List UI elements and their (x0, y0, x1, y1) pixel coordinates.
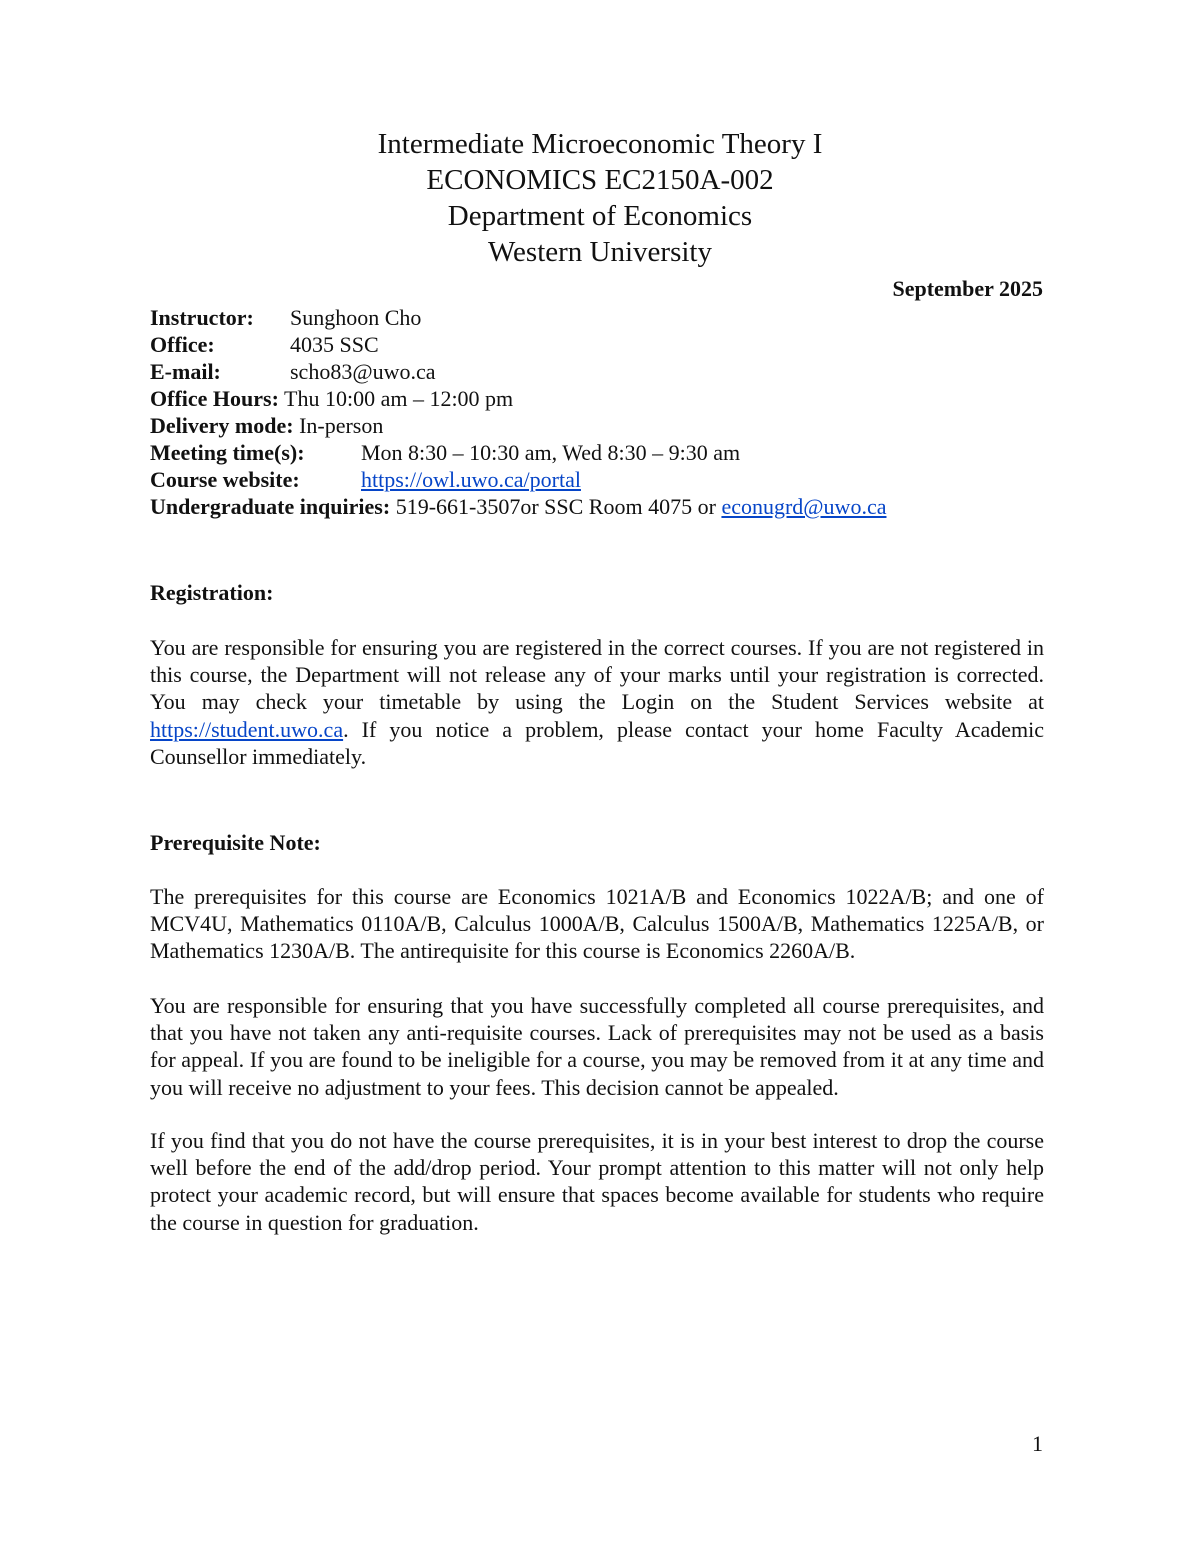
student-services-link[interactable]: https://student.uwo.ca (150, 716, 344, 742)
syllabus-date: September 2025 (892, 276, 1043, 301)
course-code: ECONOMICS EC2150A-002 (426, 164, 774, 196)
instructor-value: Sunghoon Cho (290, 305, 422, 330)
prerequisite-paragraph-3: If you find that you do not have the course prerequisites, it is in your best interest to drop the course well before the end of the add/drop period. Your prompt attention to this matter will not only help protect your academic record, but will ensure that spaces become available for students who require the course in question for graduation. (150, 1128, 1044, 1235)
undergraduate-inquiries-text: 519-661-3507or SSC Room 4075 or (395, 494, 716, 519)
meeting-times-value: Mon 8:30 – 10:30 am, Wed 8:30 – 9:30 am (361, 440, 741, 465)
registration-heading: Registration: (150, 580, 274, 605)
office-value: 4035 SSC (290, 332, 379, 357)
email-label: E-mail: (150, 359, 221, 384)
email-row (150, 358, 436, 385)
department-name: Department of Economics (447, 200, 753, 232)
delivery-mode-label: Delivery mode: (150, 413, 294, 438)
undergraduate-inquiries-label: Undergraduate inquiries: (150, 494, 391, 519)
undergraduate-inquiries-row (150, 493, 886, 520)
delivery-mode-value: In-person (299, 413, 384, 438)
prerequisite-paragraph-1: The prerequisites for this course are Economics 1021A/B and Economics 1022A/B; and one of MCV4U, Mathematics 0110A/B, Calculus 1000A/B, Calculus 1500A/B, Mathematics 1225A/B, or Mathematics 1230A/B. The antirequisite for this course is Economics 2260A/B. (150, 884, 1044, 964)
office-hours-row (150, 385, 513, 412)
meeting-times-row (150, 439, 741, 466)
course-website-link[interactable]: https://owl.uwo.ca/portal (361, 467, 581, 492)
prerequisite-heading: Prerequisite Note: (150, 830, 321, 855)
instructor-label: Instructor: (150, 305, 254, 330)
course-title-block (0, 126, 1200, 270)
course-website-label: Course website: (150, 467, 300, 492)
delivery-mode-row (150, 412, 383, 439)
instructor-row (150, 304, 422, 331)
registration-text-end: . If you notice a problem, please contact your home Faculty Academic Counsellor immediately. (150, 716, 1044, 769)
course-website-row (150, 466, 581, 493)
email-value: scho83@uwo.ca (290, 359, 436, 384)
meeting-times-label: Meeting time(s): (150, 440, 305, 465)
office-label: Office: (150, 332, 215, 357)
registration-text-start: You are responsible for ensuring you are registered in the correct courses. If you are not registered in this course, the Department will not release any of your marks until your registration is corrected. You may check your timetable by using the Login on the Student Services website at (150, 635, 1044, 715)
undergraduate-inquiries-email-link[interactable]: econugrd@uwo.ca (721, 494, 887, 519)
office-hours-label: Office Hours: (150, 386, 279, 411)
prerequisite-paragraph-2: You are responsible for ensuring that you have successfully completed all course prerequisites, and that you have not taken any anti-requisite courses. Lack of prerequisites may not be used as a basis for appeal. If you are found to be ineligible for a course, you may be removed from it at any time and you will receive no adjustment to your fees. This decision cannot be appealed. (150, 993, 1044, 1100)
office-row (150, 331, 379, 358)
page-number: 1 (1032, 1431, 1043, 1456)
university-name: Western University (488, 236, 712, 268)
course-title: Intermediate Microeconomic Theory I (377, 128, 823, 160)
office-hours-value: Thu 10:00 am – 12:00 pm (284, 386, 514, 411)
registration-paragraph (150, 634, 1044, 770)
